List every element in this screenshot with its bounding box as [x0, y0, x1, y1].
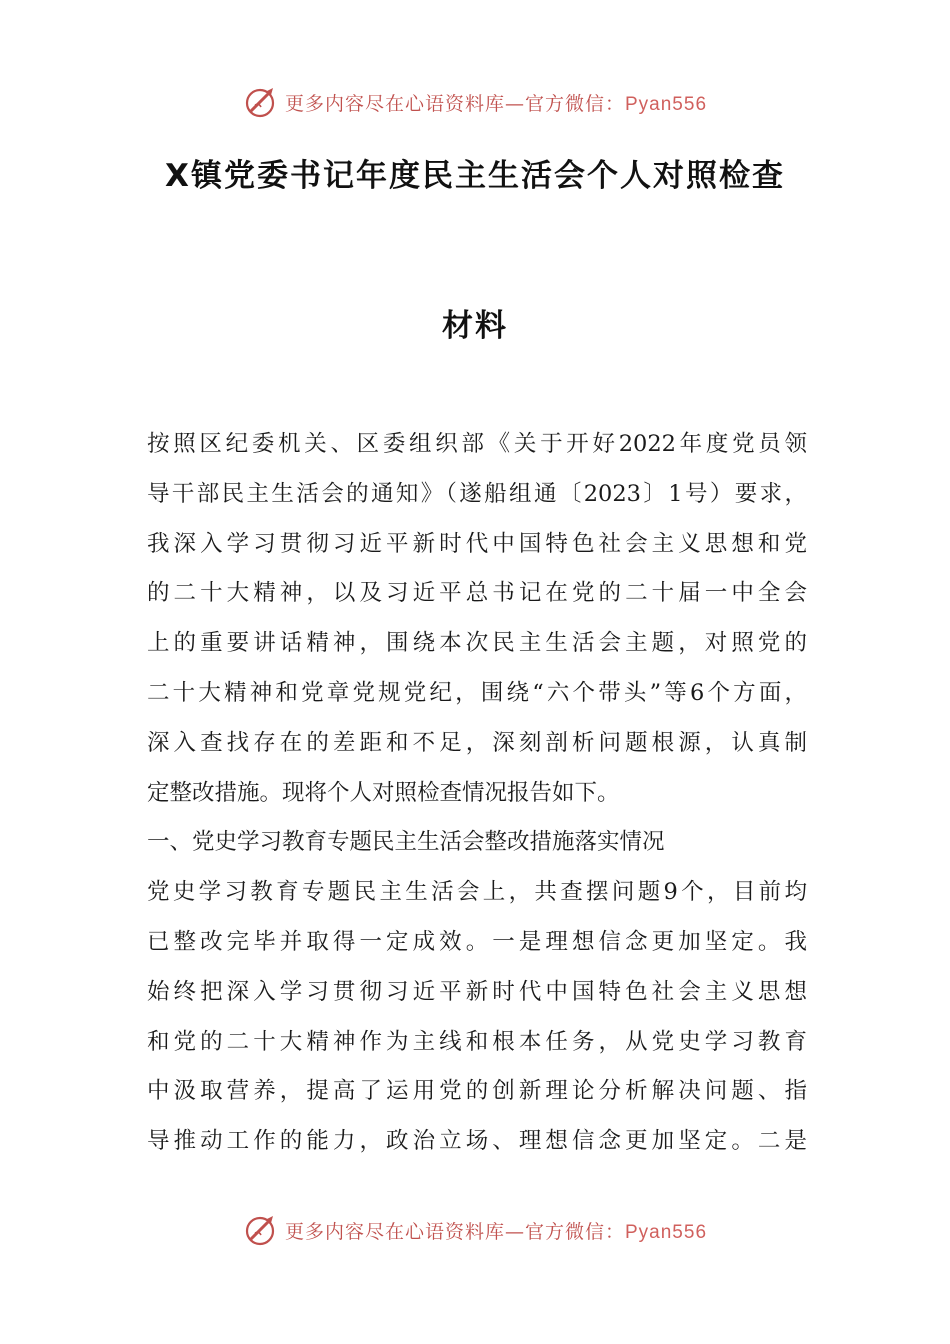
header-watermark-banner [0, 82, 950, 122]
body-line: 已整改完毕并取得一定成效。一是理想信念更加坚定。我 [147, 928, 807, 955]
document-title-line-1: X镇党委书记年度民主生活会个人对照检查 [165, 158, 785, 194]
body-line: 党史学习教育专题民主生活会上，共查摆问题9个，目前均 [147, 879, 807, 906]
document-title-line-2: 材料 [442, 308, 508, 344]
body-line: 始终把深入学习贯彻习近平新时代中国特色社会主义思想 [147, 978, 807, 1005]
pen-logo-icon [243, 1212, 279, 1248]
watermark-label: 更多内容尽在心语资料库—官方微信： [284, 92, 625, 115]
body-line: 我深入学习贯彻习近平新时代中国特色社会主义思想和党 [147, 530, 807, 557]
body-line: 的二十大精神，以及习近平总书记在党的二十届一中全会 [147, 580, 807, 607]
watermark-label: 更多内容尽在心语资料库—官方微信： [284, 1220, 625, 1243]
body-line: 定整改措施。现将个人对照检查情况报告如下。 [147, 779, 620, 806]
watermark-text [285, 1217, 707, 1244]
watermark-wechat-id: Pyan556 [625, 93, 708, 115]
body-line: 和党的二十大精神作为主线和根本任务，从党史学习教育 [147, 1028, 807, 1055]
footer-watermark-banner [0, 1210, 950, 1250]
body-line: 导干部民主生活会的通知》（遂船组通〔2023〕1号）要求， [147, 480, 807, 507]
document-body [147, 420, 807, 1167]
body-line: 导推动工作的能力，政治立场、理想信念更加坚定。二是 [147, 1128, 807, 1155]
section-heading: 一、党史学习教育专题民主生活会整改措施落实情况 [147, 829, 665, 856]
body-line: 中汲取营养，提高了运用党的创新理论分析解决问题、指 [147, 1078, 807, 1105]
watermark-wechat-id: Pyan556 [625, 1221, 708, 1243]
watermark-text [285, 89, 707, 116]
body-line: 二十大精神和党章党规党纪，围绕“六个带头”等6个方面， [147, 679, 807, 706]
body-line: 深入查找存在的差距和不足，深刻剖析问题根源，认真制 [147, 729, 807, 756]
pen-logo-icon [243, 84, 279, 120]
body-line: 按照区纪委机关、区委组织部《关于开好2022年度党员领 [147, 431, 807, 457]
body-line: 上的重要讲话精神，围绕本次民主生活会主题，对照党的 [147, 630, 807, 657]
